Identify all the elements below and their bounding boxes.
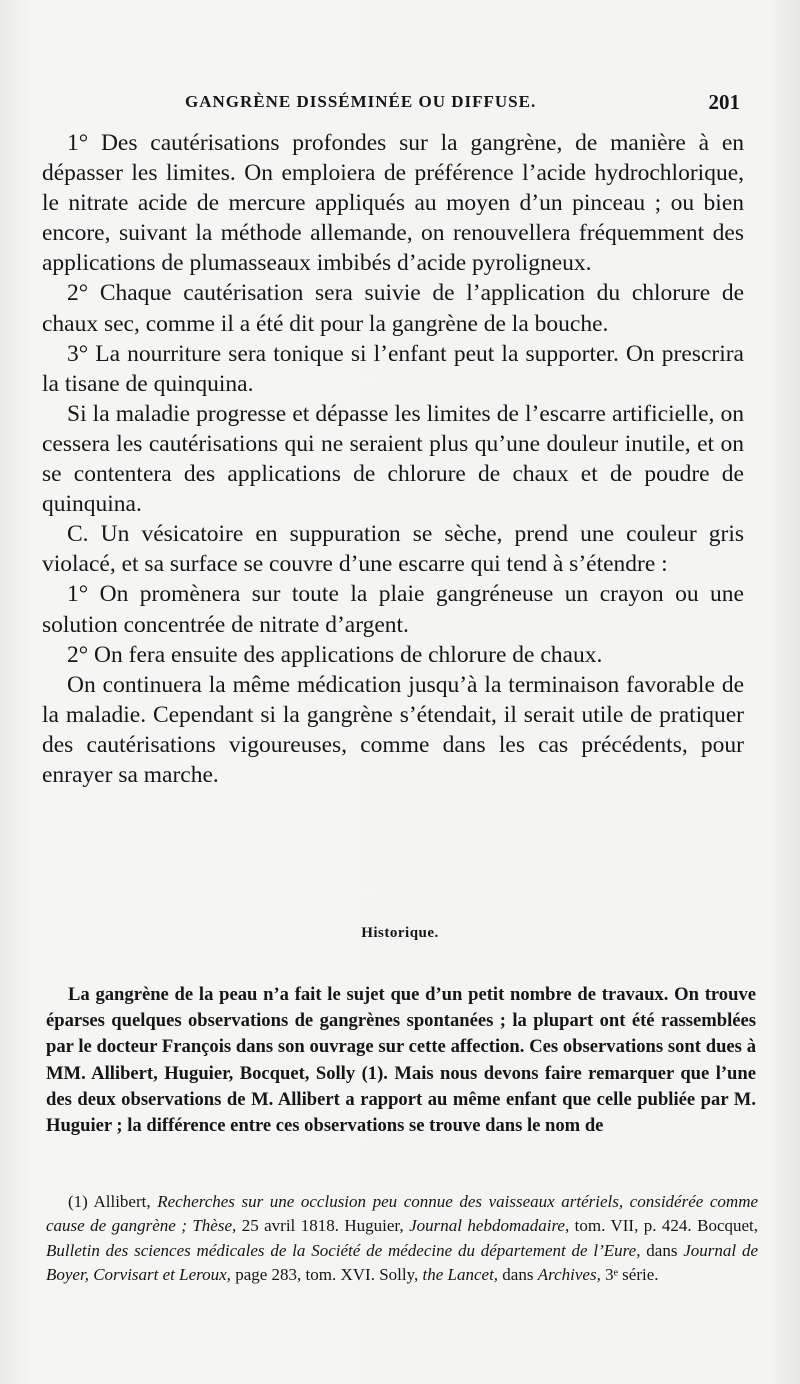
page-number: 201 [708,90,740,114]
paragraph: 2° Chaque cautérisation sera suivie de l’application du chlorure de chaux sec, comme il a été dit pour la gangrène de la bouche. [42,280,744,337]
footnote-text: dans [502,1264,534,1284]
footnote-text: page 283, tom. XVI. Solly, [235,1264,419,1284]
paragraph: Si la maladie progresse et dépasse les limites de l’escarre artificielle, on cessera les cautérisations qui ne seraient plus qu’une douleur inutile, et on se contentera des applications de chlorure de chaux et de poudre de quinquina. [42,400,744,518]
paragraph: 3° La nourriture sera tonique si l’enfant peut la supporter. On prescrira la tisane de quinquina. [42,340,744,397]
footnote-text: , tom. VII, p. 424. Bocquet, [564,1216,759,1236]
page-header [40,92,740,120]
running-head: GANGRÈNE DISSÉMINÉE OU DIFFUSE. [185,92,537,111]
history-text [46,982,756,1139]
footnote-title: Archives, [537,1264,601,1284]
paragraph: C. Un vésicatoire en suppuration se sèche, prend une couleur gris violacé, et sa surface se couvre d’une escarre qui tend à s’étendre : [42,521,744,578]
paragraph: 1° Des cautérisations profondes sur la gangrène, de manière à en dépasser les limites. On emploiera de préférence l’acide hydrochlorique, le nitrate acide de mercure appliqués au moyen d’un pinceau ; ou bien encore, suivant la méthode allemande, on renouvellera fréquemment des applications de plumasseaux imbibés d’acide pyroligneux. [42,130,744,277]
footnote-title: Recherches sur une occlusion peu connue des vaisseaux artériels, considérée comme cause de gangrène ; Thèse, [46,1192,759,1236]
footnote-title: Bulletin des sciences médicales de la Société de médecine du département de l’Eure, [46,1240,641,1260]
main-text [42,128,744,790]
footnote-title: Journal de Boyer, Corvisart et Leroux, [46,1240,759,1284]
footnote-text: 3ᵉ série. [605,1264,659,1284]
footnote-text: dans [646,1240,678,1260]
footnote-title: the Lancet, [422,1264,499,1284]
paragraph: 1° On promènera sur toute la plaie gangréneuse un crayon ou une solution concentrée de nitrate d’argent. [42,581,744,638]
history-paragraph: La gangrène de la peau n’a fait le sujet que d’un petit nombre de travaux. On trouve éparses quelques observations de gangrènes spontanées ; la plupart ont été rassemblées par le docteur François dans son ouvrage sur cette affection. Ces observations sont dues à MM. Allibert, Huguier, Bocquet, Solly (1). Mais nous devons faire remarquer que l’une des deux observations de M. Allibert a rapport au même enfant que celle publiée par M. Huguier ; la différence entre ces observations se trouve dans le nom de [46,984,756,1137]
section-heading: Historique. [361,925,439,941]
footnote-text: Allibert, [93,1192,151,1211]
paragraph: 2° On fera ensuite des applications de chlorure de chaux. [67,641,603,668]
footnote [46,1190,758,1287]
footnote-paragraph [46,1190,758,1287]
footnote-marker: (1) [68,1192,88,1211]
footnote-text: 25 avril 1818. Huguier, [241,1216,404,1236]
footnote-title: Journal hebdomadaire [409,1216,565,1236]
paragraph: On continuera la même médication jusqu’à la terminaison favorable de la maladie. Cependant si la gangrène s’étendait, il serait utile de pratiquer des cautérisations vigoureuses, comme dans les cas précédents, pour enrayer sa marche. [42,671,744,788]
